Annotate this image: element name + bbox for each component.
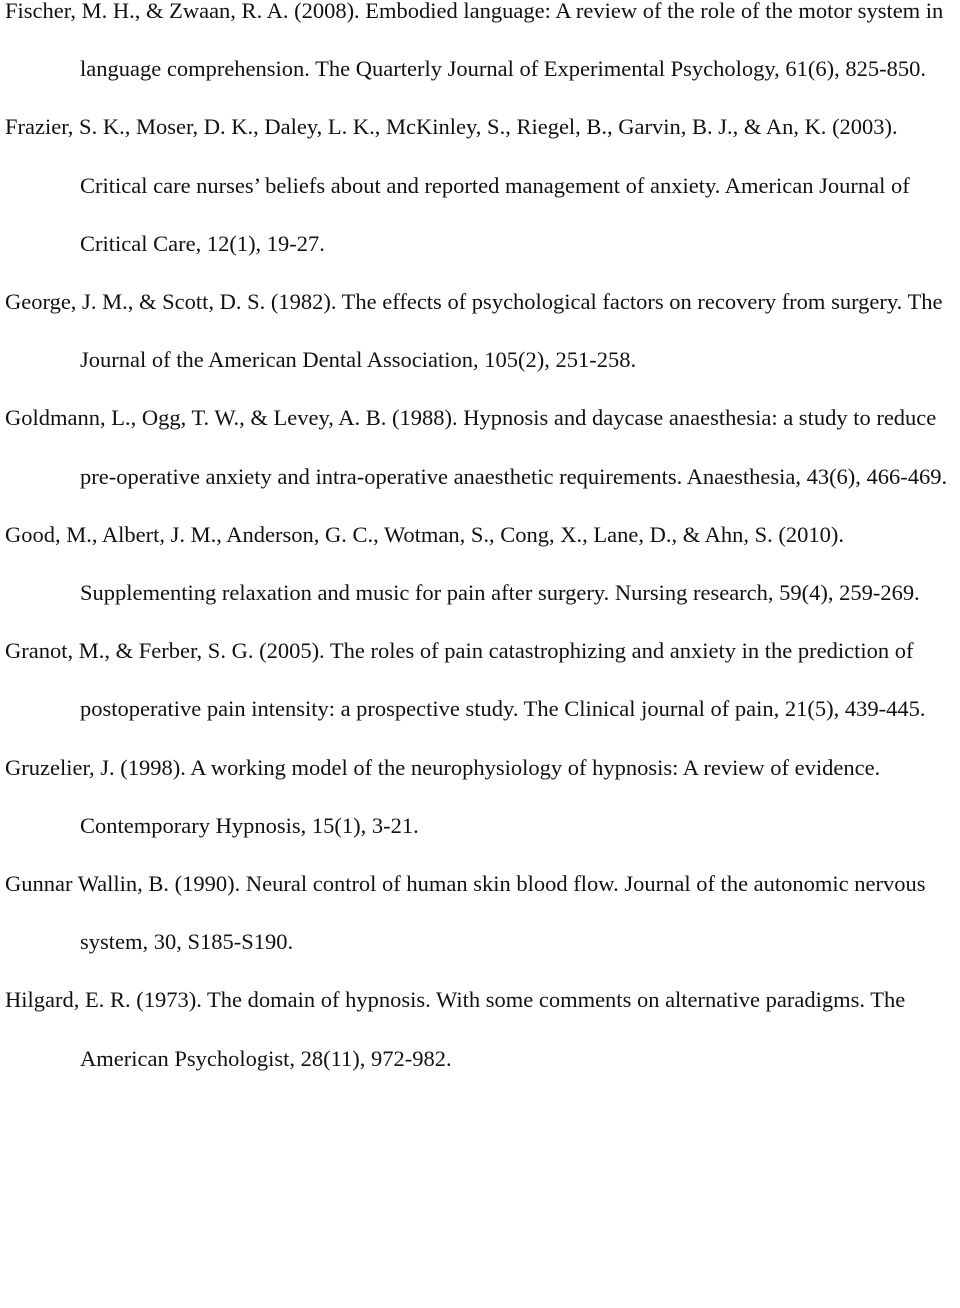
reference-line: (2003). Critical care nurses’ beliefs about and reported management of anxiety. bbox=[80, 114, 898, 198]
reference-line: Gunnar Wallin, B. (1990). Neural control of human skin blood flow. Journal of the autonomic bbox=[5, 871, 849, 897]
reference-line: to reduce pre-operative anxiety and intra-operative anaesthetic requirements. bbox=[80, 405, 937, 489]
reference-line: Supplementing relaxation and music for pain after surgery. Nursing research, 59(4), bbox=[80, 580, 834, 606]
reference-entry bbox=[5, 855, 956, 971]
reference-line: Hilgard, E. R. (1973). The domain of hypnosis. With some comments on alternative bbox=[5, 987, 761, 1013]
reference-line: motor system in language comprehension. The Quarterly Journal of Experimental bbox=[80, 0, 944, 82]
reference-line: evidence. Contemporary Hypnosis, 15(1), 3-21. bbox=[80, 754, 881, 838]
reference-entry bbox=[5, 0, 956, 98]
reference-line: nervous system, 30, S185-S190. bbox=[80, 871, 926, 955]
reference-entry bbox=[5, 273, 956, 389]
reference-line: American Journal of Critical Care, 12(1), 19-27. bbox=[80, 172, 910, 256]
reference-entry bbox=[5, 506, 956, 622]
reference-line: prediction of postoperative pain intensity: a prospective study. The Clinical journal of bbox=[80, 638, 914, 722]
reference-line: pain, 21(5), 439-445. bbox=[734, 696, 926, 722]
reference-line: surgery. The Journal of the American Dental Association, 105(2), 251-258. bbox=[80, 289, 943, 373]
reference-line: Anaesthesia, 43(6), 466-469. bbox=[686, 463, 948, 489]
reference-line: Fischer, M. H., & Zwaan, R. A. (2008). Embodied language: A review of the role of the bbox=[5, 0, 793, 23]
reference-line: Psychology, 61(6), 825-850. bbox=[670, 56, 927, 82]
reference-entry bbox=[5, 98, 956, 273]
reference-line: Gruzelier, J. (1998). A working model of the neurophysiology of hypnosis: A review of bbox=[5, 754, 789, 780]
reference-line: Good, M., Albert, J. M., Anderson, G. C., Wotman, S., Cong, X., Lane, D., & Ahn, S. (2010). bbox=[5, 521, 845, 547]
reference-entry bbox=[5, 389, 956, 505]
reference-line: Goldmann, L., Ogg, T. W., & Levey, A. B. (1988). Hypnosis and daycase anaesthesia: a study bbox=[5, 405, 848, 431]
reference-line: paradigms. The American Psychologist, 28(11), 972-982. bbox=[80, 987, 906, 1071]
reference-entry bbox=[5, 739, 956, 855]
reference-line: George, J. M., & Scott, D. S. (1982). The effects of psychological factors on recovery from bbox=[5, 289, 826, 315]
reference-line: 259-269. bbox=[839, 580, 920, 606]
reference-entry bbox=[5, 622, 956, 738]
reference-line: Granot, M., & Ferber, S. G. (2005). The roles of pain catastrophizing and anxiety in the bbox=[5, 638, 793, 664]
reference-line: Frazier, S. K., Moser, D. K., Daley, L. K., McKinley, S., Riegel, B., Garvin, B. J., & An, K. bbox=[5, 114, 827, 140]
reference-entry bbox=[5, 971, 956, 1087]
